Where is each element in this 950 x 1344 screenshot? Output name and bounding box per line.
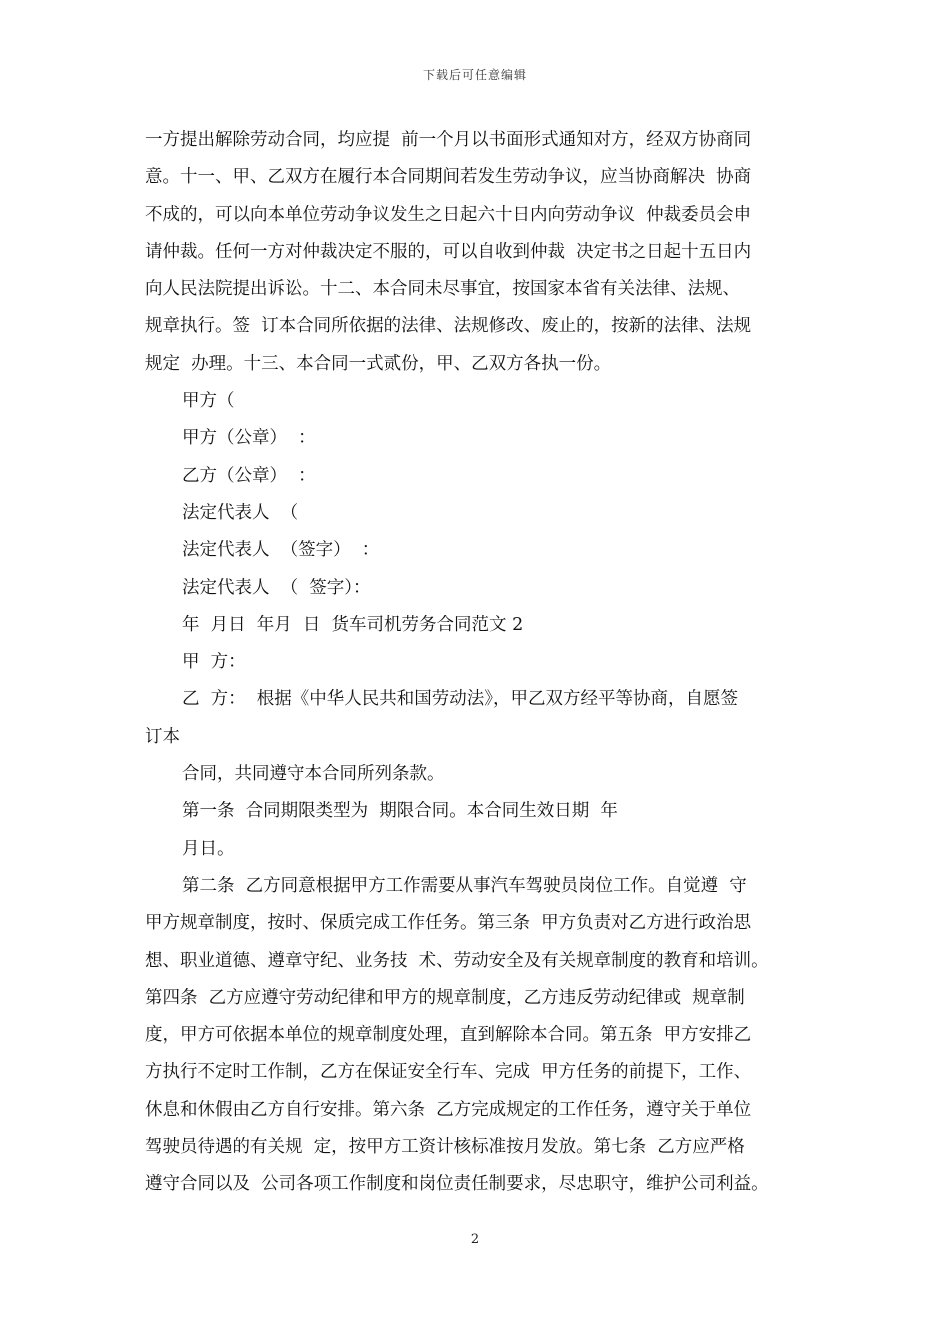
text-line: 想、职业道德、遵章守纪、业务技 术、劳动安全及有关规章制度的教育和培训。 bbox=[145, 950, 769, 971]
text-line: 度，甲方可依据本单位的规章制度处理，直到解除本合同。第五条 甲方安排乙 bbox=[145, 1025, 752, 1046]
header-note: 下载后可任意编辑 bbox=[422, 68, 527, 82]
text-line: 合同，共同遵守本合同所列条款。 bbox=[182, 764, 445, 785]
text-line: 规章执行。签 订本合同所依据的法律、法规修改、废止的，按新的法律、法规 bbox=[145, 316, 752, 337]
text-line: 订本 bbox=[145, 726, 180, 747]
text-line: 遵守合同以及 公司各项工作制度和岗位责任制要求，尽忠职守，维护公司利益。 bbox=[145, 1174, 769, 1195]
page-number: 2 bbox=[470, 1232, 480, 1247]
document-body bbox=[145, 122, 825, 1204]
text-line: 驾驶员待遇的有关规 定，按甲方工资计核标准按月发放。第七条 乙方应严格 bbox=[145, 1137, 745, 1158]
legal-rep-signature-line: 法定代表人 （ 签字）： bbox=[182, 577, 371, 598]
text-line: 月日。 bbox=[182, 838, 235, 859]
party-b-seal-line: 乙方（公章） ： bbox=[182, 465, 316, 486]
text-line: 方执行不定时工作制，乙方在保证安全行车、完成 甲方任务的前提下，工作、 bbox=[145, 1062, 752, 1083]
text-line: 甲方规章制度，按时、保质完成工作任务。第三条 甲方负责对乙方进行政治思 bbox=[145, 913, 752, 934]
text-line: 意。十一、甲、乙双方在履行本合同期间若发生劳动争议，应当协商解决 协商 bbox=[145, 167, 752, 188]
text-line: 向人民法院提出诉讼。十二、本合同未尽事宜，按国家本省有关法律、法规、 bbox=[145, 279, 740, 300]
legal-rep-signature-line: 法定代表人 （签字） ： bbox=[182, 540, 380, 561]
date-title-line: 年 月日 年月 日 货车司机劳务合同范文 2 bbox=[182, 614, 524, 635]
text-line: 第四条 乙方应遵守劳动纪律和甲方的规章制度，乙方违反劳动纪律或 规章制 bbox=[145, 987, 745, 1008]
text-line: 休息和休假由乙方自行安排。第六条 乙方完成规定的工作任务，遵守关于单位 bbox=[145, 1099, 752, 1120]
party-b-label: 乙 方： 根据《中华人民共和国劳动法》，甲乙双方经平等协商，自愿签 bbox=[182, 689, 738, 710]
article-2-line: 第二条 乙方同意根据甲方工作需要从事汽车驾驶员岗位工作。自觉遵 守 bbox=[182, 875, 747, 896]
text-line: 规定 办理。十三、本合同一式贰份，甲、乙双方各执一份。 bbox=[145, 353, 612, 374]
party-a-line: 甲方（ bbox=[182, 391, 235, 412]
text-line: 请仲裁。任何一方对仲裁决定不服的，可以自收到仲裁 决定书之日起十五日内 bbox=[145, 241, 752, 262]
text-line: 不成的，可以向本单位劳动争议发生之日起六十日内向劳动争议 仲裁委员会申 bbox=[145, 204, 752, 225]
article-1-line: 第一条 合同期限类型为 期限合同。本合同生效日期 年 bbox=[182, 801, 618, 822]
text-line: 一方提出解除劳动合同，均应提 前一个月以书面形式通知对方，经双方协商同 bbox=[145, 130, 752, 150]
party-a-seal-line: 甲方（公章） ： bbox=[182, 428, 316, 449]
party-a-label: 甲 方： bbox=[182, 652, 246, 673]
legal-rep-line: 法定代表人 （ bbox=[182, 502, 299, 523]
